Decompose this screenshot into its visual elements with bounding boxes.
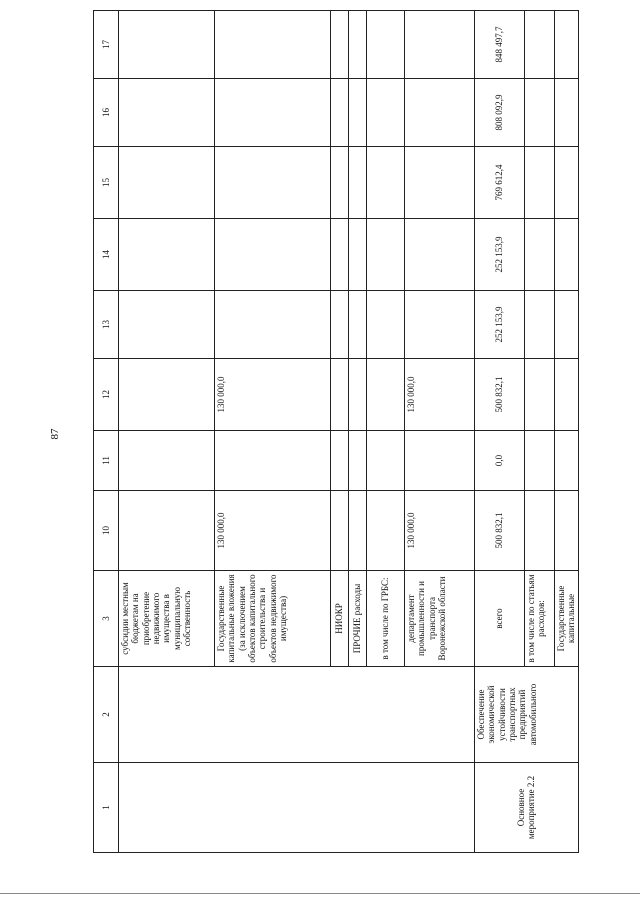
cell-c11: [331, 431, 349, 491]
cell-c14: [405, 219, 475, 291]
cell-c12: [119, 359, 215, 431]
cell-c12: [525, 359, 555, 431]
col-header-17: 17: [94, 11, 119, 79]
cell-c16: [349, 79, 367, 147]
cell-c10: 130 000,0: [405, 491, 475, 571]
cell-c14: [119, 219, 215, 291]
cell-c16: [555, 79, 579, 147]
event-code-cell: Основное мероприятие 2.2: [475, 763, 579, 853]
cell-c3: в том числе по ГРБС:: [367, 571, 405, 667]
cell-c3: всего: [475, 571, 525, 667]
cell-c13: [367, 291, 405, 359]
cell-c13: [525, 291, 555, 359]
cell-c16: 808 092,9: [475, 79, 525, 147]
cell-c10: [331, 491, 349, 571]
cell-c12: [331, 359, 349, 431]
cell-c2: [119, 667, 475, 763]
cell-c11: [405, 431, 475, 491]
cell-c13: [119, 291, 215, 359]
cell-c15: [349, 147, 367, 219]
budget-table: [93, 10, 579, 853]
cell-c12: 130 000,0: [405, 359, 475, 431]
col-header-16: 16: [94, 79, 119, 147]
cell-c14: [367, 219, 405, 291]
header-row: [94, 11, 119, 853]
cell-c16: [215, 79, 331, 147]
cell-c15: [525, 147, 555, 219]
cell-c3: ПРОЧИЕ расходы: [349, 571, 367, 667]
cell-c11: [555, 431, 579, 491]
cell-c13: 252 153,9: [475, 291, 525, 359]
cell-c3: департамент промышленности и транспорта Воронежской области: [405, 571, 475, 667]
col-header-12: 12: [94, 359, 119, 431]
col-header-1: 1: [94, 763, 119, 853]
cell-c10: [555, 491, 579, 571]
bottom-rule: [0, 893, 640, 894]
col-header-2: 2: [94, 667, 119, 763]
cell-c3: субсидии местным бюджетам на приобретение недвижимого имущества в муниципальную собственность: [119, 571, 215, 667]
cell-c15: [331, 147, 349, 219]
cell-c17: [555, 11, 579, 79]
cell-c14: [331, 219, 349, 291]
cell-c14: [215, 219, 331, 291]
col-header-14: 14: [94, 219, 119, 291]
cell-c13: [215, 291, 331, 359]
cell-c11: [525, 431, 555, 491]
cell-c14: [349, 219, 367, 291]
col-header-11: 11: [94, 431, 119, 491]
cell-c12: [555, 359, 579, 431]
cell-c14: [525, 219, 555, 291]
cell-c16: [119, 79, 215, 147]
cell-c10: 500 832,1: [475, 491, 525, 571]
cell-c13: [555, 291, 579, 359]
cell-c17: [349, 11, 367, 79]
cell-c17: [331, 11, 349, 79]
cell-c10: [525, 491, 555, 571]
cell-c17: [119, 11, 215, 79]
col-header-13: 13: [94, 291, 119, 359]
cell-c10: 130 000,0: [215, 491, 331, 571]
cell-c15: 769 612,4: [475, 147, 525, 219]
cell-c3: НИОКР: [331, 571, 349, 667]
cell-c15: [405, 147, 475, 219]
cell-c16: [525, 79, 555, 147]
cell-c10: [119, 491, 215, 571]
cell-c10: [349, 491, 367, 571]
cell-c12: 500 832,1: [475, 359, 525, 431]
cell-c11: [367, 431, 405, 491]
cell-c3: Государственные капитальные: [555, 571, 579, 667]
cell-c15: [119, 147, 215, 219]
cell-c12: [349, 359, 367, 431]
cell-c17: [405, 11, 475, 79]
cell-c11: [215, 431, 331, 491]
cell-c17: [215, 11, 331, 79]
cell-c17: 848 497,7: [475, 11, 525, 79]
cell-c1: [119, 763, 475, 853]
cell-c11: [119, 431, 215, 491]
cell-c14: 252 153,9: [475, 219, 525, 291]
page-number: 87: [49, 428, 61, 440]
cell-c12: 130 000,0: [215, 359, 331, 431]
cell-c16: [405, 79, 475, 147]
cell-c14: [555, 219, 579, 291]
cell-c11: [349, 431, 367, 491]
col-header-10: 10: [94, 491, 119, 571]
cell-c13: [331, 291, 349, 359]
cell-c11: 0,0: [475, 431, 525, 491]
table-row: [119, 11, 215, 853]
cell-c16: [367, 79, 405, 147]
cell-c17: [525, 11, 555, 79]
cell-c15: [215, 147, 331, 219]
cell-c15: [555, 147, 579, 219]
cell-c10: [367, 491, 405, 571]
cell-c15: [367, 147, 405, 219]
table-row: [475, 11, 525, 853]
cell-c3: в том числе по статьям расходов:: [525, 571, 555, 667]
col-header-3: 3: [94, 571, 119, 667]
cell-c17: [367, 11, 405, 79]
col-header-15: 15: [94, 147, 119, 219]
cell-c13: [349, 291, 367, 359]
cell-c16: [331, 79, 349, 147]
cell-c13: [405, 291, 475, 359]
cell-c12: [367, 359, 405, 431]
budget-table-sheet: [93, 11, 577, 853]
cell-c3: Государственные капитальные вложения (за исключением объектов капитального строительства и объектов недвижимого имущества): [215, 571, 331, 667]
event-title-cell: Обеспечение экономической устойчивости транспортных предприятий автомобильного: [475, 667, 579, 763]
